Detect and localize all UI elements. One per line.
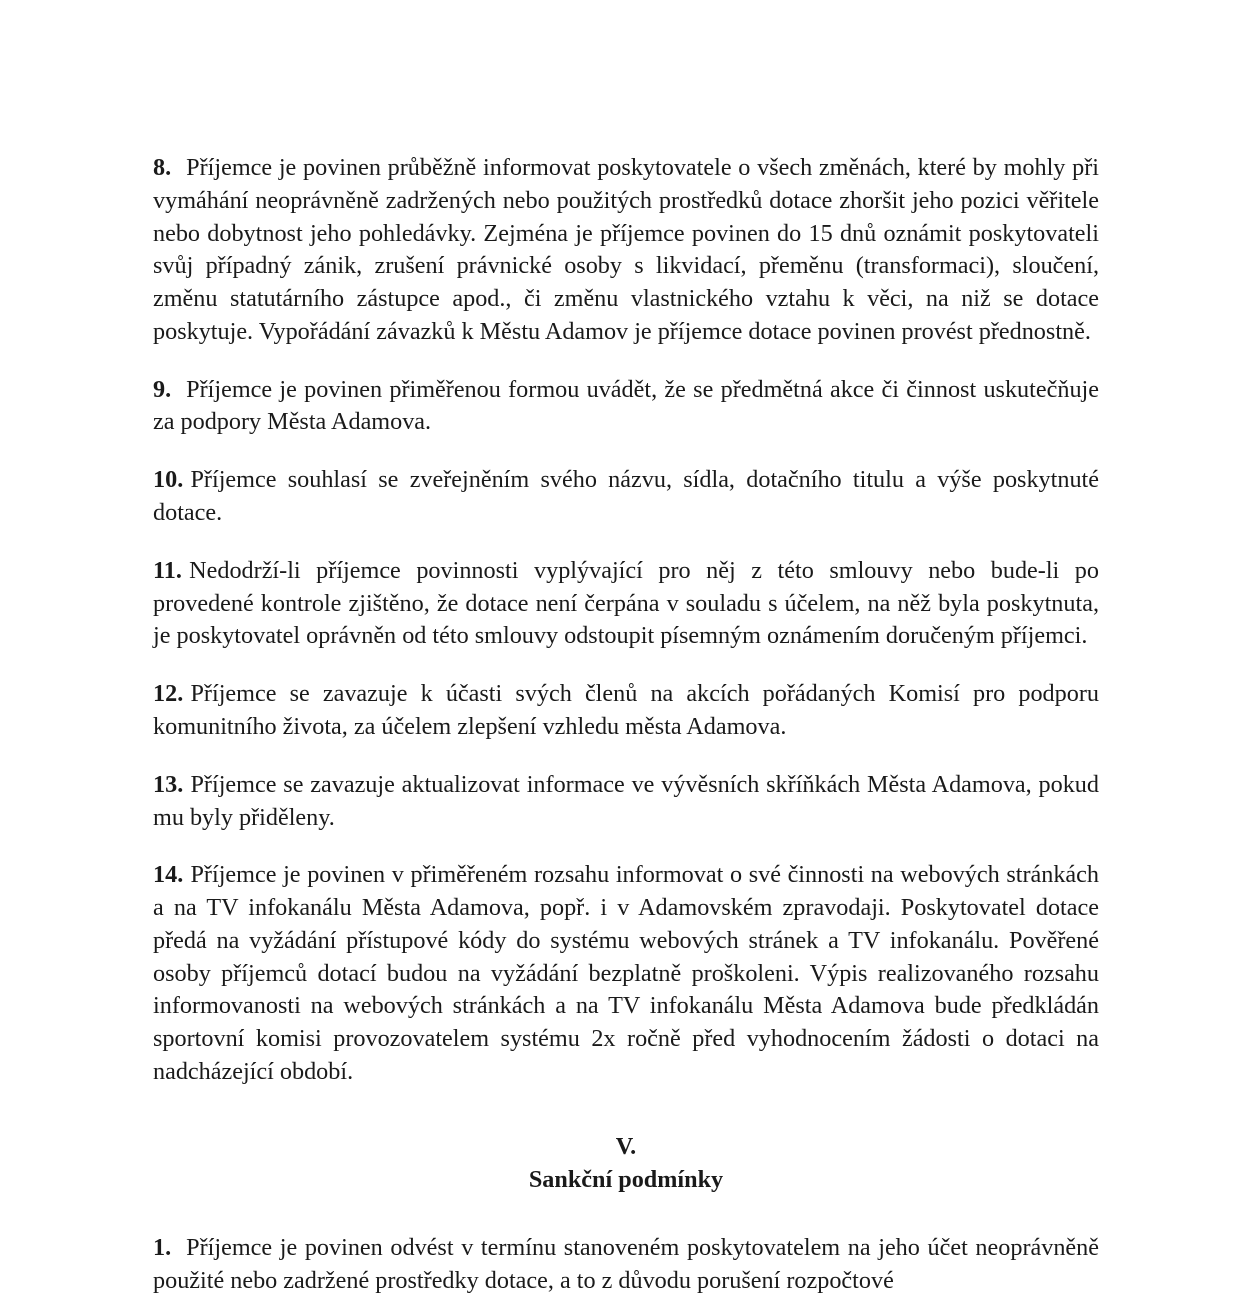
- clause-14: [153, 859, 1099, 1088]
- clause-text: Příjemce je povinen v přiměřeném rozsahu informovat o své činnosti na webových stránkách a na TV infokanálu Města Adamova, popř. i v Adamovském zpravodaji. Poskytovatel dotace předá na vyžádání přístupové kódy do systému webových stránek a TV infokanálu. Pověřené osoby příjemců dotací budou na vyžádání bezplatně proškoleni. Výpis realizovaného rozsahu informovanosti na webových stránkách a na TV infokanálu Města Adamova bude předkládán sportovní komisi provozovatelem systému 2x ročně před vyhodnocením žádosti o dotaci na nadcházející období.: [153, 861, 1099, 1085]
- clause-text: Nedodrží-li příjemce povinnosti vyplývající pro něj z této smlouvy nebo bude-li po provedené kontrole zjištěno, že dotace není čerpána v souladu s účelem, na něž byla poskytnuta, je poskytovatel oprávněn od této smlouvy odstoupit písemným oznámením doručeným příjemci.: [153, 556, 1099, 650]
- clause-13: [153, 769, 1099, 835]
- clause-12: [153, 678, 1099, 744]
- section-title: Sankční podmínky: [528, 1165, 724, 1193]
- section-roman-numeral: V.: [615, 1132, 637, 1160]
- clause-number: 11.: [153, 556, 182, 584]
- clause-number: 13.: [153, 770, 184, 798]
- clause-number: 14.: [153, 861, 184, 889]
- clause-number: 10.: [153, 466, 184, 494]
- clause-number: 12.: [153, 680, 184, 708]
- clause-9: [153, 374, 1099, 440]
- clause-8: [153, 152, 1099, 349]
- section-heading-block: [153, 1131, 1099, 1197]
- clause-number: 8.: [153, 154, 172, 181]
- clause-10: [153, 464, 1099, 530]
- clause-11: [153, 555, 1099, 653]
- section-clause-1: [153, 1232, 1099, 1298]
- section-heading: [153, 1131, 1099, 1197]
- clause-text: Příjemce je povinen průběžně informovat poskytovatele o všech změnách, které by mohly při vymáhání neoprávněně zadržených nebo použitých prostředků dotace zhoršit jeho pozici věřitele nebo dobytnost jeho pohledávky. Zejména je příjemce povinen do 15 dnů oznámit poskytovateli svůj případný zánik, zrušení právnické osoby s likvidací, přeměnu (transformaci), sloučení, změnu statutárního zástupce apod., či změnu vlastnického vztahu k věci, na niž se dotace poskytuje. Vypořádání závazků k Městu Adamov je příjemce dotace povinen provést přednostně.: [153, 154, 1099, 345]
- clause-number: 1.: [153, 1234, 172, 1262]
- clause-text: Příjemce se zavazuje aktualizovat informace ve vývěsních skříňkách Města Adamova, pokud mu byly přiděleny.: [153, 770, 1099, 831]
- clause-text: Příjemce je povinen odvést v termínu stanoveném poskytovatelem na jeho účet neoprávněně použité nebo zadržené prostředky dotace, a to z důvodu porušení rozpočtové: [153, 1234, 1099, 1295]
- clause-text: Příjemce souhlasí se zveřejněním svého názvu, sídla, dotačního titulu a výše poskytnuté dotace.: [153, 466, 1099, 527]
- document-content: [153, 152, 1099, 1298]
- clause-number: 9.: [153, 375, 172, 403]
- clause-text: Příjemce se zavazuje k účasti svých členů na akcích pořádaných Komisí pro podporu komunitního života, za účelem zlepšení vzhledu města Adamova.: [153, 680, 1099, 740]
- clause-text: Příjemce je povinen přiměřenou formou uvádět, že se předmětná akce či činnost uskutečňuje za podpory Města Adamova.: [153, 375, 1099, 436]
